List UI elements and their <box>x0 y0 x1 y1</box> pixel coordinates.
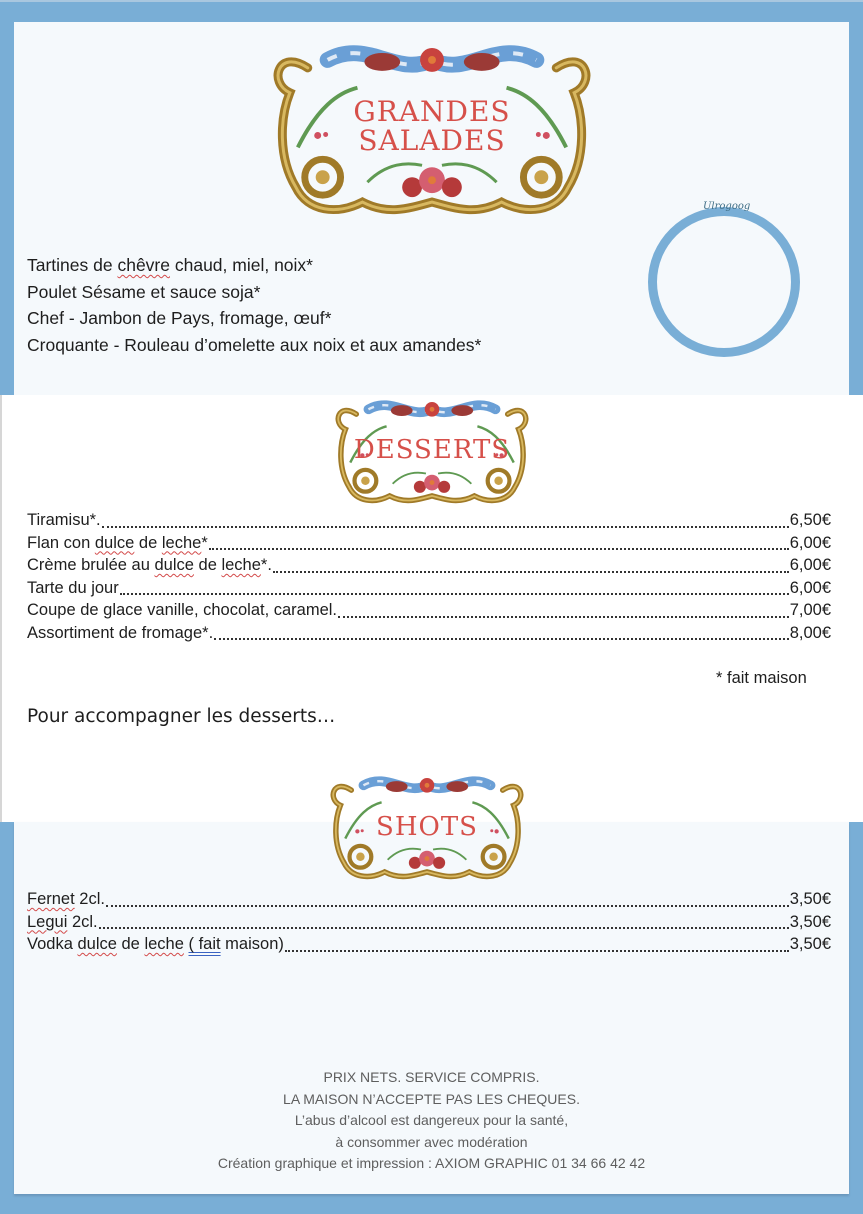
spellcheck-flagged-word: leche <box>221 556 261 574</box>
text-part: de <box>193 556 222 574</box>
text-part: 2cl. <box>74 890 105 908</box>
title-line-1: GRANDES <box>353 94 511 128</box>
text-part: * <box>201 533 208 552</box>
legal-footer <box>14 1067 849 1175</box>
item-price: 3,50€ <box>789 935 831 953</box>
text-part: 2cl. <box>67 912 98 931</box>
spellcheck-flagged-word: chêvre <box>117 255 170 275</box>
dot-leader <box>214 638 789 640</box>
dessert-row <box>27 601 831 624</box>
dot-leader <box>102 526 789 528</box>
item-price: 3,50€ <box>789 912 831 931</box>
dessert-row <box>27 579 831 602</box>
text-part: de <box>134 533 162 552</box>
shot-row <box>27 935 831 958</box>
text-part: Crème brulée au <box>27 556 155 574</box>
stamp-circle <box>648 207 800 357</box>
item-name: Coupe de glace vanille, chocolat, caramel. <box>27 601 338 619</box>
spellcheck-flagged-word: dulce <box>94 533 135 552</box>
item-price: 6,00€ <box>789 556 831 574</box>
dot-leader <box>209 548 789 550</box>
shots-banner <box>322 772 532 884</box>
salad-item-text: Tartines de <box>27 255 118 275</box>
grammar-flagged-word: ( fait <box>188 935 221 953</box>
salad-item: Poulet Sésame et sauce soja* <box>27 281 261 302</box>
dot-leader <box>338 616 789 618</box>
spellcheck-flagged-word: leche <box>161 533 202 552</box>
legal-line: PRIX NETS. SERVICE COMPRIS. <box>323 1069 540 1085</box>
item-price: 3,50€ <box>789 890 831 908</box>
title-line-2: SALADES <box>358 124 506 157</box>
legal-line: Création graphique et impression : AXIOM GRAPHIC 01 34 66 42 42 <box>217 1155 646 1171</box>
grandes-salades-banner <box>268 38 596 222</box>
section-title-salades <box>353 94 511 157</box>
spellcheck-flagged-word: leche <box>144 935 184 953</box>
stamp-signature: Ulrogoog <box>703 201 751 212</box>
shots-list <box>27 890 831 958</box>
item-name <box>27 913 98 932</box>
legal-line: à consommer avec modération <box>335 1133 528 1150</box>
spellcheck-flagged-word: dulce <box>77 935 117 953</box>
salad-item: Croquante - Rouleau d’omelette aux noix et aux amandes* <box>27 334 482 355</box>
item-price: 6,50€ <box>789 511 831 529</box>
dot-leader <box>120 593 789 595</box>
item-name <box>27 890 105 909</box>
dot-leader <box>106 905 789 907</box>
item-price: 6,00€ <box>789 578 831 597</box>
dot-leader <box>285 950 789 952</box>
item-price: 7,00€ <box>789 601 831 619</box>
item-name: Tarte du jour <box>27 578 119 597</box>
text-part: *. <box>260 556 272 574</box>
desserts-banner <box>327 396 537 508</box>
legal-line: L’abus d’alcool est dangereux pour la santé, <box>294 1112 569 1128</box>
salad-item: Chef - Jambon de Pays, fromage, œuf* <box>27 308 332 328</box>
shot-row <box>27 890 831 913</box>
dessert-row <box>27 624 831 647</box>
dessert-row <box>27 556 831 579</box>
item-price: 6,00€ <box>789 533 831 552</box>
section-title-shots: SHOTS <box>376 812 478 843</box>
item-name <box>27 935 284 954</box>
accompany-heading: Pour accompagner les desserts… <box>27 706 336 727</box>
spellcheck-flagged-word: Fernet <box>27 890 75 908</box>
text-part: maison) <box>220 935 284 953</box>
salad-item <box>27 252 481 279</box>
item-name: Assortiment de fromage*. <box>27 623 214 642</box>
section-title-desserts: DESSERTS <box>353 435 511 466</box>
text-part: de <box>116 935 145 953</box>
item-name <box>27 534 208 553</box>
salad-item-text: chaud, miel, noix* <box>170 255 313 275</box>
dessert-row <box>27 534 831 557</box>
dot-leader <box>273 571 789 573</box>
homemade-footnote: * fait maison <box>716 669 807 687</box>
item-name: Tiramisu*. <box>27 511 101 529</box>
item-price: 8,00€ <box>789 623 831 642</box>
desserts-list <box>27 511 831 646</box>
text-part: Vodka <box>27 935 78 953</box>
spellcheck-flagged-word: dulce <box>154 556 194 574</box>
spellcheck-flagged-word: Legui <box>27 912 68 931</box>
dot-leader <box>99 927 789 929</box>
salades-list <box>27 252 481 358</box>
dessert-row <box>27 511 831 534</box>
text-part: Flan con <box>27 533 95 552</box>
legal-line: LA MAISON N’ACCEPTE PAS LES CHEQUES. <box>283 1090 580 1107</box>
item-name <box>27 556 272 575</box>
shot-row <box>27 913 831 936</box>
